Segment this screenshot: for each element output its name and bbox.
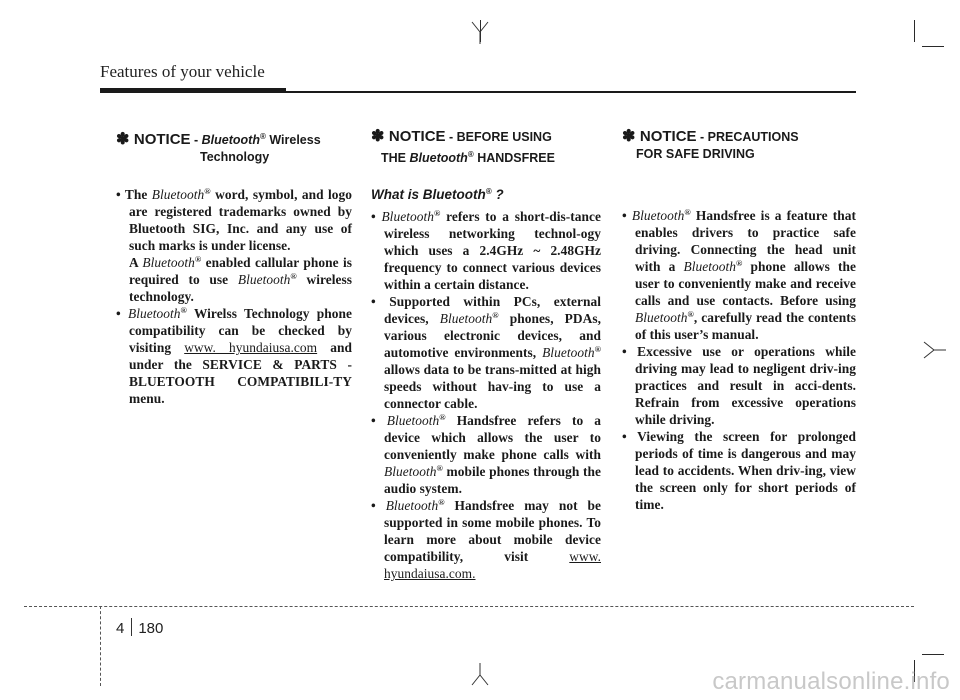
notice-heading <box>116 128 352 166</box>
page-number <box>116 618 163 637</box>
page-number-divider <box>131 618 132 636</box>
crop-mark <box>914 20 915 42</box>
notice-label: NOTICE <box>639 128 697 145</box>
notice-title: - PRECAUTIONS <box>696 130 799 144</box>
notice-label: NOTICE <box>133 131 191 148</box>
notice-label: NOTICE <box>388 128 446 145</box>
crop-mark <box>922 654 944 655</box>
notice-dash: - <box>190 133 202 147</box>
notice-title: - BEFORE USING <box>445 130 552 144</box>
notice-heading <box>371 128 601 167</box>
bullet-item: • Supported within PCs, external devices, Bluetooth® phones, PDAs, various electronic devices, and automotive environments, Bluetooth® allows data to be trans-mitted at high speeds without hav-ing to use a connector cable. <box>371 294 601 411</box>
website-link[interactable]: www. hyundaiusa.com <box>184 340 318 355</box>
notice-title-line2: THE Bluetooth® HANDSFREE <box>381 150 555 165</box>
column-before-using <box>371 128 601 582</box>
bullet-item: • Bluetooth® Handsfree refers to a device which allows the user to conveniently make phone calls with Bluetooth® mobile phones through the audio system. <box>371 412 601 496</box>
bullet-item: • Bluetooth® refers to a short-dis-tance wireless networking technol-ogy which uses a 2.4GHz ~ 2.48GHz frequency to connect various devices within a certain distance. <box>371 208 601 292</box>
column-safe-driving <box>622 128 856 513</box>
registration-mark-top <box>468 18 492 44</box>
notice-bluetooth: Bluetooth <box>201 133 260 147</box>
bullet-item: • The Bluetooth® word, symbol, and logo are registered trademarks owned by Bluetooth SIG, Inc. and any use of such marks is under license. A Bluetooth® enabled callular phone is required to use Bluetooth® wireless technology. <box>116 186 353 304</box>
notice-star-icon: ✽ <box>116 131 130 148</box>
bullet-item: • Viewing the screen for prolonged periods of time is dangerous and may lead to accidents. When driv-ing, view the screen only for short periods of time. <box>622 429 856 512</box>
header-rule <box>286 91 856 93</box>
watermark-text: carmanualsonline.info <box>712 668 950 695</box>
reg-mark: ® <box>259 132 266 141</box>
bullet-item: • Bluetooth® Handsfree is a feature that enables drivers to practice safe driving. Connecting the head unit with a Bluetooth® phone allows the user to conveniently make and receive calls and use contacts. Before using Bluetooth®, carefully read the contents of this user’s manual. <box>622 207 856 342</box>
chapter-number: 4 <box>116 620 125 637</box>
trim-line <box>100 606 101 686</box>
page-number-value: 180 <box>138 620 164 637</box>
bullet-item: • Bluetooth® Wirelss Technology phone compatibility can be checked by visiting www. hyundaiusa.com and under the SERVICE & PARTS - BLUETOOTH COMPATIBILI-TY menu. <box>116 305 352 406</box>
header-rule <box>100 88 286 93</box>
registration-mark-bottom <box>468 663 492 689</box>
page-header-title: Features of your vehicle <box>100 62 265 81</box>
notice-heading <box>622 128 856 163</box>
column-wireless-notice <box>116 128 352 407</box>
notice-star-icon: ✽ <box>371 128 385 145</box>
website-link[interactable]: www. hyundaiusa.com. <box>384 549 601 581</box>
notice-star-icon: ✽ <box>622 128 636 145</box>
bullet-item: • Bluetooth® Handsfree may not be supported in some mobile phones. To learn more about mobile device compatibility, visit www. hyundaiusa.com. <box>371 497 602 581</box>
trim-line <box>24 606 914 607</box>
subheading-what-is-bluetooth: What is Bluetooth® ? <box>371 187 504 202</box>
notice-title-line2: Technology <box>200 150 270 164</box>
crop-mark <box>922 46 944 47</box>
bullet-item: • Excessive use or operations while driving may lead to negligent driv-ing practices and result in acci-dents. Refrain from excessive operations while driving. <box>622 344 856 427</box>
notice-title-line2: FOR SAFE DRIVING <box>636 147 755 161</box>
registration-mark-right <box>920 338 946 362</box>
notice-title: Wireless <box>265 133 321 147</box>
